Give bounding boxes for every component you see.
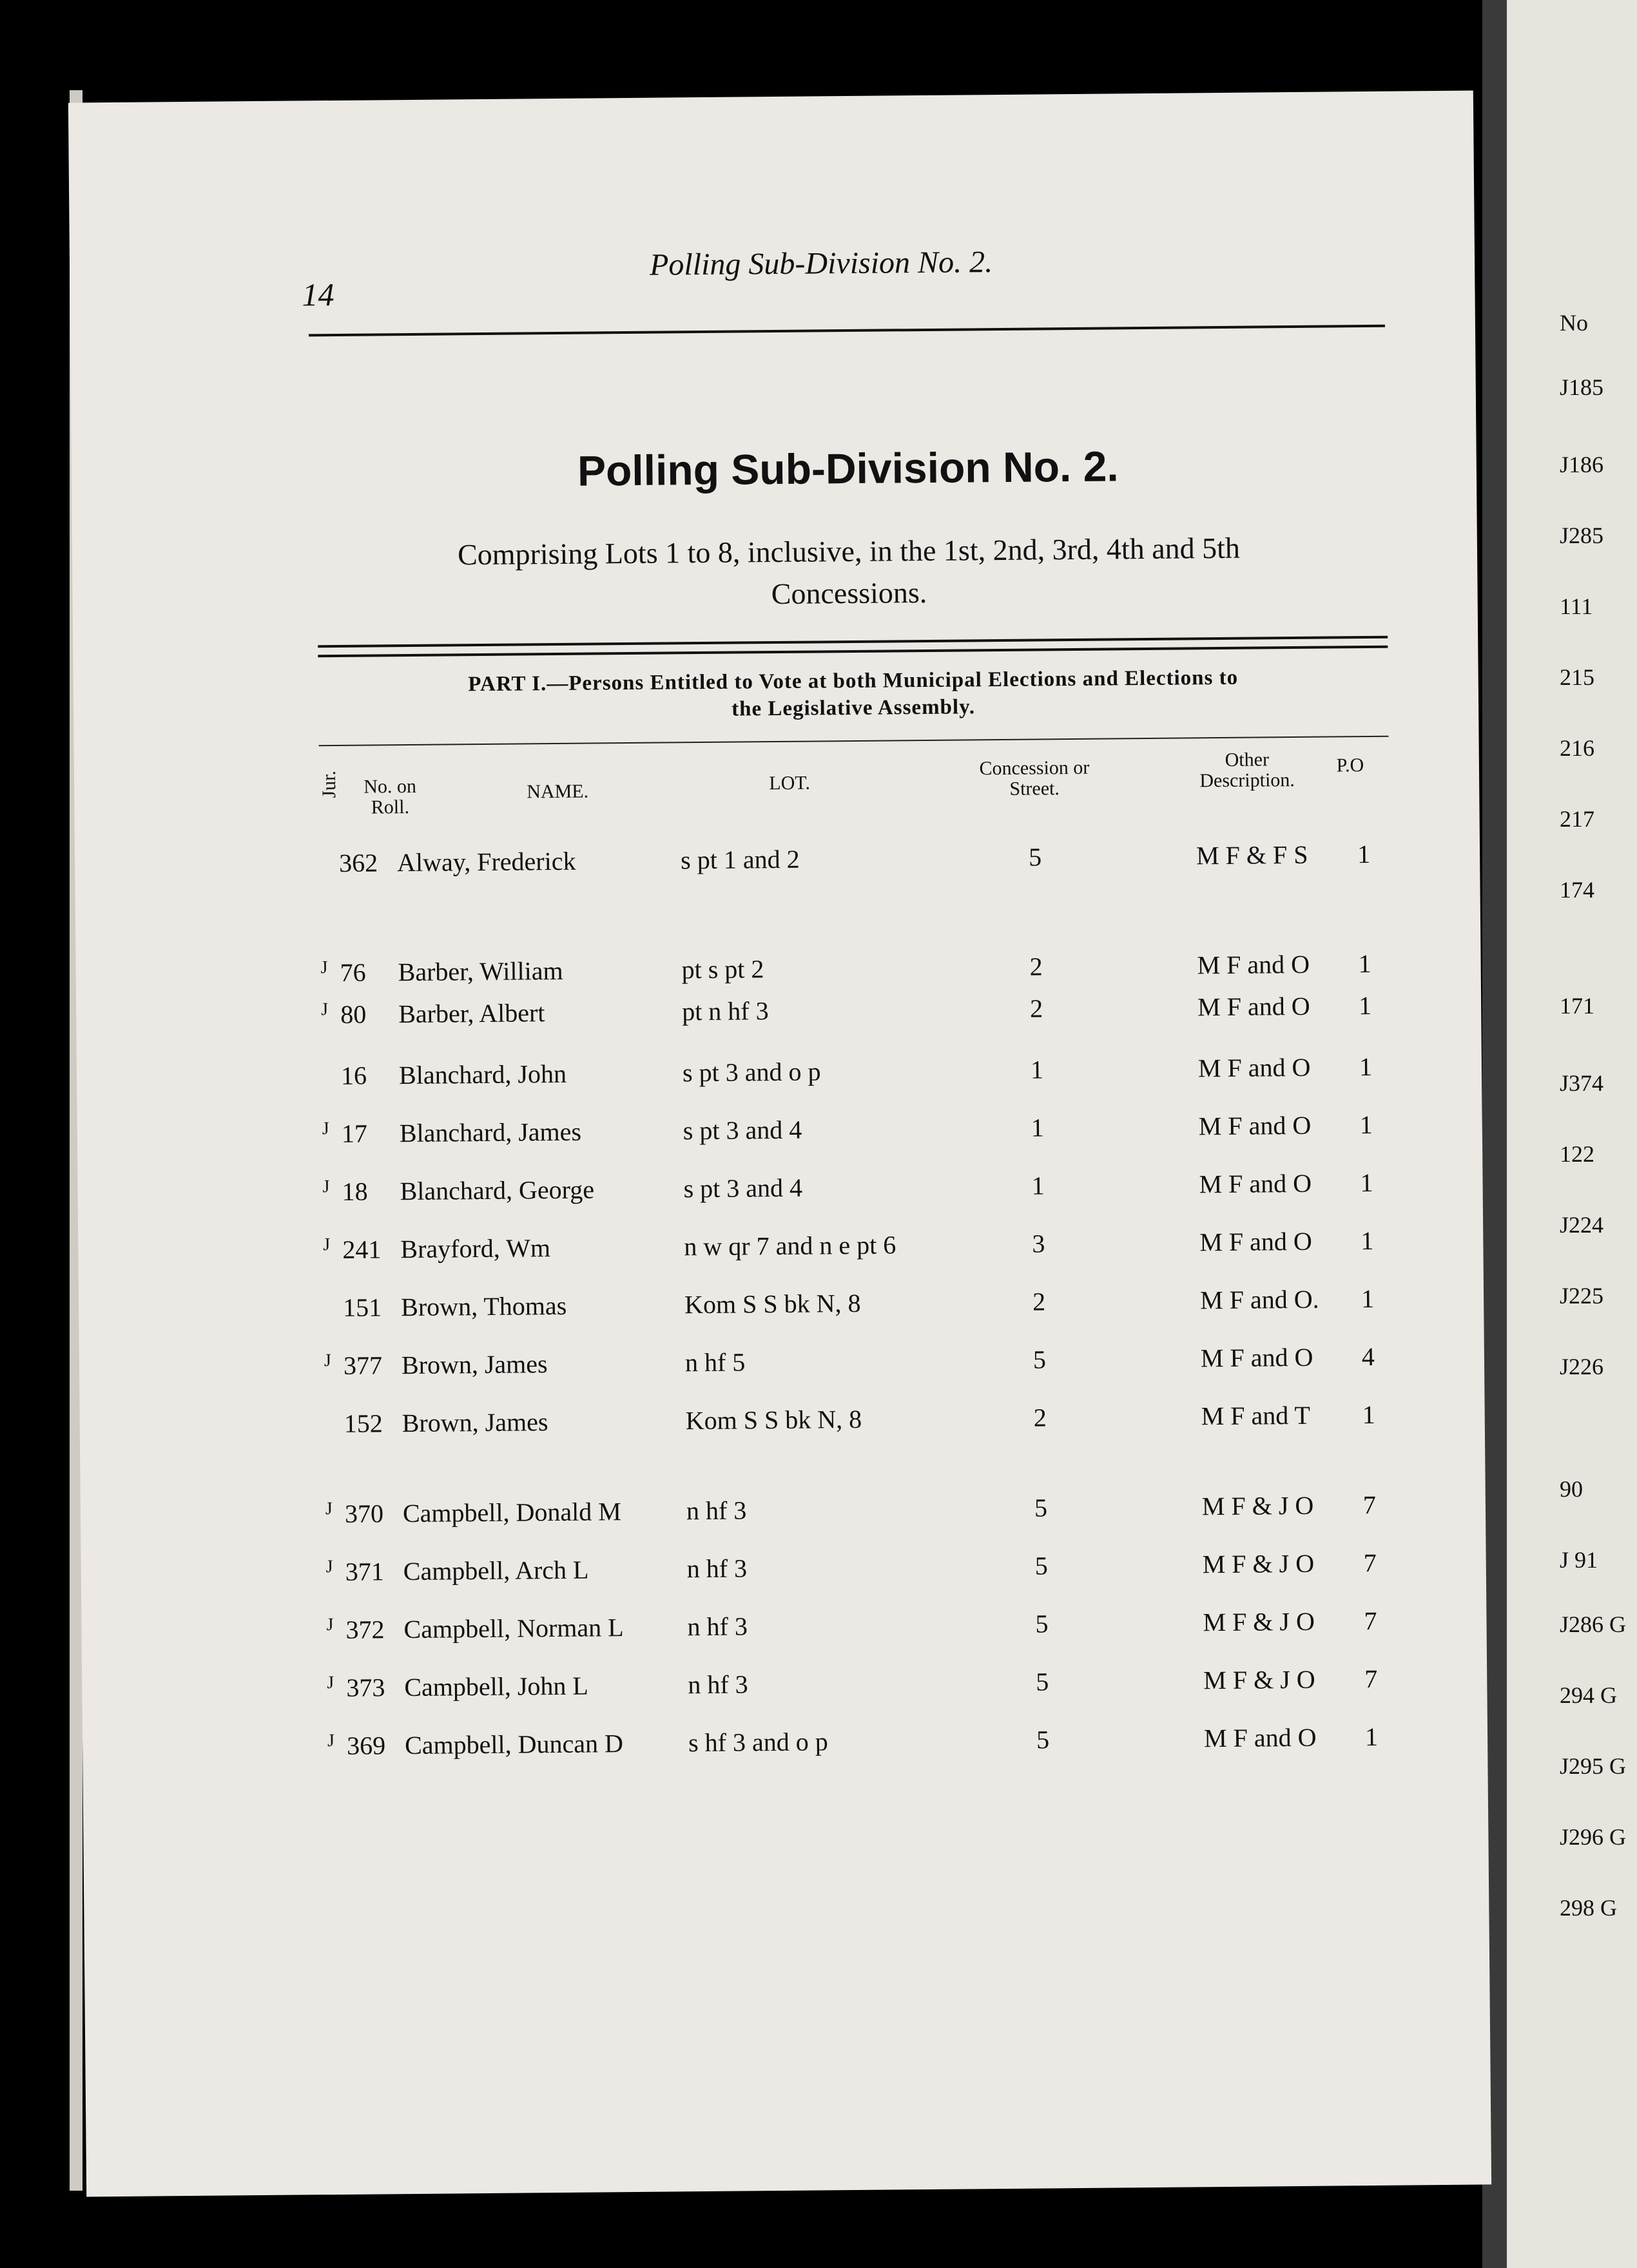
row-jur: J bbox=[327, 1731, 335, 1751]
row-lot: s pt 3 and 4 bbox=[683, 1173, 803, 1204]
row-lot: pt n hf 3 bbox=[682, 996, 769, 1026]
voter-row bbox=[325, 1490, 1395, 1537]
row-description: M F & J O bbox=[1201, 1490, 1314, 1521]
row-lot: s pt 3 and o p bbox=[682, 1057, 821, 1088]
row-name: Blanchard, James bbox=[399, 1117, 582, 1148]
row-roll-number: 370 bbox=[344, 1499, 384, 1528]
row-description: M F and O bbox=[1200, 1342, 1313, 1373]
col-jur: Jur. bbox=[318, 770, 340, 798]
document-page bbox=[68, 91, 1491, 2197]
facing-page-fragment: 171 bbox=[1560, 993, 1594, 1019]
row-concession: 2 bbox=[1029, 952, 1043, 981]
facing-page-fragment: 122 bbox=[1560, 1141, 1594, 1167]
voter-row bbox=[325, 1399, 1395, 1447]
part-rule bbox=[319, 736, 1389, 746]
voter-row bbox=[322, 1168, 1392, 1215]
row-po: 1 bbox=[1359, 1110, 1373, 1140]
row-concession: 5 bbox=[1032, 1345, 1047, 1374]
col-concession: Concession or Street. bbox=[979, 756, 1090, 800]
facing-page-fragment: J226 bbox=[1560, 1354, 1604, 1379]
voter-row bbox=[320, 948, 1390, 996]
row-jur: J bbox=[322, 1177, 330, 1197]
row-description: M F and O bbox=[1199, 1168, 1312, 1199]
row-name: Brown, Thomas bbox=[400, 1291, 567, 1322]
row-concession: 5 bbox=[1034, 1551, 1048, 1581]
voter-row bbox=[326, 1548, 1396, 1595]
voter-row bbox=[326, 1606, 1396, 1653]
row-lot: n w qr 7 and n e pt 6 bbox=[684, 1230, 896, 1262]
row-jur: J bbox=[322, 1119, 329, 1139]
row-roll-number: 80 bbox=[340, 999, 367, 1029]
row-po: 7 bbox=[1363, 1548, 1377, 1578]
col-name: NAME. bbox=[527, 780, 589, 803]
row-roll-number: 369 bbox=[346, 1731, 386, 1760]
voter-row bbox=[324, 1283, 1393, 1331]
row-concession: 2 bbox=[1032, 1287, 1046, 1316]
column-headers bbox=[318, 749, 1390, 829]
row-roll-number: 151 bbox=[342, 1293, 382, 1322]
voter-row bbox=[324, 1341, 1394, 1389]
row-lot: n hf 3 bbox=[687, 1611, 748, 1642]
col-other-description: Other Description. bbox=[1199, 749, 1295, 792]
row-jur: J bbox=[321, 999, 329, 1020]
row-name: Alway, Frederick bbox=[396, 846, 576, 878]
row-jur: J bbox=[325, 1499, 333, 1519]
row-name: Barber, Albert bbox=[398, 998, 545, 1029]
row-jur: J bbox=[325, 1557, 333, 1577]
row-concession: 5 bbox=[1028, 842, 1042, 872]
voter-row bbox=[323, 1225, 1393, 1273]
facing-page-fragment: 90 bbox=[1560, 1476, 1583, 1502]
row-concession: 1 bbox=[1031, 1113, 1044, 1142]
row-po: 1 bbox=[1357, 839, 1371, 869]
row-lot: Kom S S bk N, 8 bbox=[685, 1404, 862, 1436]
facing-page-fragment: J286 G bbox=[1560, 1611, 1627, 1637]
row-lot: s hf 3 and o p bbox=[688, 1727, 828, 1758]
row-description: M F and O bbox=[1203, 1722, 1317, 1753]
facing-page-fragment: 174 bbox=[1560, 877, 1594, 903]
row-lot: n hf 3 bbox=[688, 1669, 748, 1700]
row-concession: 5 bbox=[1036, 1725, 1050, 1754]
row-description: M F and T bbox=[1201, 1400, 1311, 1431]
row-lot: Kom S S bk N, 8 bbox=[684, 1288, 861, 1320]
row-roll-number: 16 bbox=[340, 1061, 367, 1090]
row-jur: J bbox=[327, 1673, 334, 1693]
row-roll-number: 18 bbox=[342, 1177, 368, 1206]
col-no-on-roll: No. on Roll. bbox=[363, 775, 417, 818]
voter-row bbox=[321, 990, 1391, 1038]
row-roll-number: 76 bbox=[340, 957, 366, 987]
subtitle-line-1: Comprising Lots 1 to 8, inclusive, in the 1st, 2nd, 3rd, 4th and 5th bbox=[457, 531, 1241, 572]
row-po: 1 bbox=[1362, 1399, 1375, 1430]
row-name: Campbell, Duncan D bbox=[404, 1729, 624, 1760]
facing-page-fragment: 294 G bbox=[1560, 1682, 1617, 1708]
voter-list bbox=[320, 839, 1400, 2072]
col-lot: LOT. bbox=[769, 772, 811, 794]
row-description: M F and O bbox=[1198, 1110, 1312, 1141]
facing-page-fragment: J185 bbox=[1560, 374, 1604, 400]
row-lot: n hf 3 bbox=[686, 1553, 748, 1584]
voter-row bbox=[327, 1664, 1397, 1711]
row-concession: 5 bbox=[1035, 1609, 1049, 1639]
row-roll-number: 152 bbox=[344, 1408, 383, 1438]
row-po: 1 bbox=[1360, 1168, 1373, 1198]
row-roll-number: 371 bbox=[345, 1557, 384, 1586]
row-description: M F and O bbox=[1199, 1226, 1313, 1257]
facing-page-fragment: 215 bbox=[1560, 664, 1594, 690]
row-name: Brown, James bbox=[402, 1407, 548, 1438]
facing-page-fragment: J296 G bbox=[1560, 1824, 1627, 1850]
row-description: M F and O. bbox=[1199, 1284, 1319, 1315]
part-heading-line-1: PART I.—Persons Entitled to Vote at both Municipal Elections and Elections to bbox=[468, 666, 1239, 697]
row-roll-number: 17 bbox=[341, 1119, 368, 1148]
facing-page-fragment: 216 bbox=[1560, 735, 1594, 761]
facing-page-fragment: J374 bbox=[1560, 1070, 1604, 1096]
subtitle-line-2: Concessions. bbox=[771, 575, 927, 611]
facing-page-fragment: J186 bbox=[1560, 452, 1604, 477]
row-po: 4 bbox=[1361, 1341, 1375, 1372]
row-po: 1 bbox=[1361, 1225, 1374, 1256]
row-lot: s pt 3 and 4 bbox=[683, 1115, 802, 1146]
row-name: Brown, James bbox=[401, 1349, 548, 1380]
row-lot: pt s pt 2 bbox=[681, 954, 764, 985]
header-rule bbox=[309, 325, 1385, 337]
row-jur: J bbox=[324, 1350, 331, 1371]
facing-page-fragment: J225 bbox=[1560, 1283, 1604, 1309]
double-rule-bottom bbox=[318, 646, 1388, 657]
page-number: 14 bbox=[302, 276, 334, 313]
row-description: M F & J O bbox=[1203, 1664, 1315, 1695]
row-jur: J bbox=[323, 1235, 331, 1255]
row-roll-number: 362 bbox=[338, 848, 378, 878]
row-name: Blanchard, John bbox=[398, 1059, 567, 1090]
facing-page-fragment: J 91 bbox=[1560, 1547, 1598, 1573]
facing-page-fragment: No bbox=[1560, 310, 1588, 336]
row-lot: n hf 3 bbox=[686, 1495, 747, 1526]
facing-page-fragment: 217 bbox=[1560, 806, 1594, 832]
row-po: 1 bbox=[1358, 948, 1371, 979]
row-description: M F and O bbox=[1197, 949, 1310, 980]
row-po: 7 bbox=[1364, 1664, 1378, 1694]
row-roll-number: 373 bbox=[346, 1673, 385, 1702]
row-jur: J bbox=[320, 957, 328, 978]
row-description: M F and O bbox=[1197, 1052, 1311, 1083]
row-concession: 1 bbox=[1030, 1055, 1044, 1084]
row-jur: J bbox=[326, 1615, 334, 1635]
row-roll-number: 377 bbox=[343, 1350, 383, 1380]
row-description: M F and O bbox=[1197, 991, 1310, 1022]
row-name: Campbell, John L bbox=[404, 1671, 589, 1702]
running-head: Polling Sub-Division No. 2. bbox=[649, 245, 993, 282]
row-po: 7 bbox=[1362, 1490, 1377, 1520]
row-name: Campbell, Donald M bbox=[402, 1497, 622, 1528]
row-po: 1 bbox=[1361, 1283, 1375, 1314]
row-name: Campbell, Norman L bbox=[403, 1613, 624, 1644]
row-description: M F & J O bbox=[1202, 1548, 1315, 1579]
facing-page-fragment: 111 bbox=[1560, 593, 1593, 619]
row-po: 7 bbox=[1364, 1606, 1377, 1636]
double-rule-top bbox=[318, 636, 1388, 648]
row-concession: 2 bbox=[1029, 994, 1043, 1023]
voter-row bbox=[322, 1110, 1392, 1157]
row-name: Brayford, Wm bbox=[400, 1233, 551, 1264]
row-description: M F & F S bbox=[1196, 840, 1308, 870]
row-concession: 3 bbox=[1032, 1229, 1045, 1258]
col-po: P.O bbox=[1336, 754, 1364, 776]
voter-row bbox=[320, 839, 1390, 887]
row-name: Blanchard, George bbox=[400, 1175, 595, 1206]
facing-page-fragment: J295 G bbox=[1560, 1753, 1627, 1779]
facing-page-fragment: J285 bbox=[1560, 523, 1604, 548]
row-concession: 5 bbox=[1034, 1493, 1048, 1523]
page-title: Polling Sub-Division No. 2. bbox=[577, 442, 1119, 495]
row-name: Campbell, Arch L bbox=[403, 1555, 589, 1586]
facing-page-edge bbox=[1502, 0, 1637, 2268]
voter-row bbox=[327, 1722, 1397, 1769]
voter-row bbox=[322, 1052, 1391, 1099]
row-po: 1 bbox=[1358, 990, 1372, 1021]
facing-page-fragment: 298 G bbox=[1560, 1895, 1617, 1921]
row-concession: 2 bbox=[1033, 1403, 1047, 1432]
row-lot: n hf 5 bbox=[684, 1347, 746, 1378]
row-lot: s pt 1 and 2 bbox=[680, 844, 800, 875]
row-description: M F & J O bbox=[1203, 1606, 1315, 1637]
facing-page-fragment: J224 bbox=[1560, 1212, 1604, 1238]
row-roll-number: 241 bbox=[342, 1235, 382, 1264]
row-po: 1 bbox=[1364, 1722, 1379, 1752]
row-concession: 1 bbox=[1031, 1171, 1045, 1200]
row-concession: 5 bbox=[1036, 1667, 1049, 1696]
row-po: 1 bbox=[1359, 1052, 1373, 1082]
part-heading-line-2: the Legislative Assembly. bbox=[731, 695, 976, 721]
row-roll-number: 372 bbox=[345, 1615, 385, 1644]
row-name: Barber, William bbox=[398, 956, 563, 987]
